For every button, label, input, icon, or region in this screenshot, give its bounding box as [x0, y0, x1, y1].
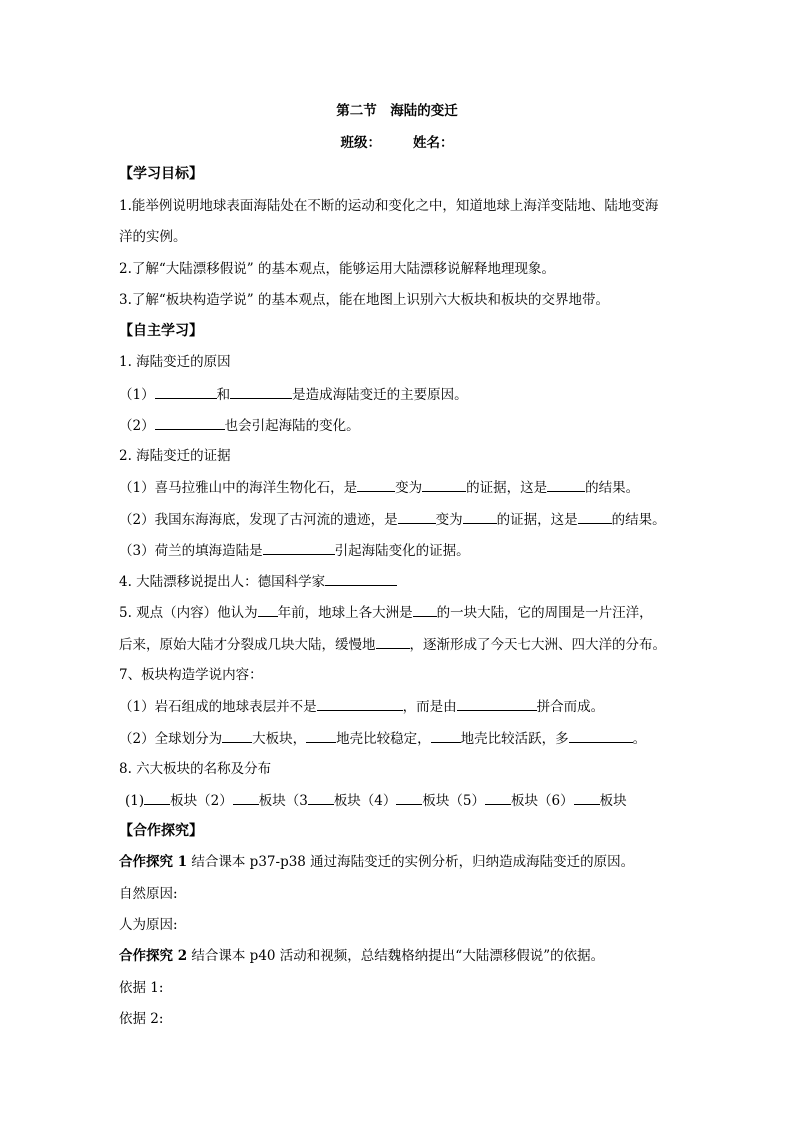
cooperation-2	[119, 947, 604, 965]
answer-blank[interactable]	[376, 635, 410, 649]
answer-blank[interactable]	[398, 510, 436, 524]
section-2-q1	[119, 478, 639, 497]
answer-blank[interactable]	[258, 603, 278, 617]
q-text: 的结果。	[611, 512, 666, 528]
cooperation-1	[119, 853, 634, 871]
answer-blank[interactable]	[357, 478, 395, 492]
q-prefix: （2）	[119, 418, 155, 434]
q-text: 也会引起海陆的变化。	[224, 418, 360, 434]
cooperation-2-text: 结合课本 p40 活动和视频，总结魏格纳提出“大陆漂移假说”的依据。	[191, 948, 605, 964]
section-8-plates	[125, 791, 627, 810]
answer-blank[interactable]	[230, 385, 292, 399]
q-text: （3）荷兰的填海造陆是	[119, 543, 263, 559]
answer-blank[interactable]	[485, 791, 511, 805]
q-text: 板块（5）	[422, 793, 485, 809]
goal-item-1: 1.能举例说明地球表面海陆处在不断的运动和变化之中，知道地球上海洋变陆地、陆地变海	[119, 198, 659, 214]
q-text: 板块	[599, 793, 627, 809]
q-text: 拼合而成。	[536, 699, 605, 715]
section-1-q2	[119, 416, 360, 435]
q-text: 的证据，这是	[466, 480, 548, 496]
q-text: 板块（2）	[170, 793, 233, 809]
answer-blank[interactable]	[155, 385, 217, 399]
class-label: 班级：	[340, 135, 381, 151]
q-text: 变为	[435, 512, 463, 528]
q-text: ，而是由	[402, 699, 457, 715]
goals-heading: 【学习目标】	[119, 166, 203, 182]
q-text: 大板块，	[252, 731, 307, 747]
q-text: (1)	[125, 793, 145, 809]
answer-blank[interactable]	[547, 478, 585, 492]
q-prefix: （1）	[119, 387, 155, 403]
q-text: 板块（6）	[511, 793, 574, 809]
q-text: 的证据，这是	[496, 512, 578, 528]
section-2-q2	[119, 510, 666, 529]
answer-blank[interactable]	[396, 791, 422, 805]
answer-blank[interactable]	[263, 541, 335, 555]
section-7-title: 7、板块构造学说内容：	[119, 667, 263, 683]
name-label: 姓名：	[413, 135, 454, 151]
section-7-q2	[119, 729, 646, 748]
section-7-q1	[119, 697, 604, 716]
q-text: （2）全球划分为	[119, 731, 223, 747]
natural-cause-label: 自然原因:	[119, 886, 178, 902]
q-text: 的结果。	[585, 480, 640, 496]
section-5-line-2	[119, 635, 666, 654]
goal-item-3: 3.了解“板块构造学说” 的基本观点，能在地图上识别六大板块和板块的交界地带。	[119, 292, 609, 308]
answer-blank[interactable]	[308, 791, 334, 805]
answer-blank[interactable]	[431, 729, 461, 743]
q-text: 板块（4）	[333, 793, 397, 809]
cooperation-heading: 【合作探究】	[119, 823, 203, 839]
section-1-q1	[119, 385, 468, 404]
answer-blank[interactable]	[317, 697, 403, 711]
answer-blank[interactable]	[222, 729, 252, 743]
cooperation-1-text: 结合课本 p37-p38 通过海陆变迁的实例分析，归纳造成海陆变迁的原因。	[191, 854, 635, 870]
section-2-q3	[119, 541, 470, 560]
q-text: 。	[632, 731, 647, 747]
answer-blank[interactable]	[413, 603, 437, 617]
q-text: 年前，地球上各大洲是	[277, 605, 413, 621]
answer-blank[interactable]	[155, 416, 225, 430]
q-text: （2）我国东海海底，发现了古河流的遗迹，是	[119, 512, 398, 528]
answer-blank[interactable]	[144, 791, 170, 805]
section-1-title: 1. 海陆变迁的原因	[119, 354, 231, 370]
q-text: 4. 大陆漂移说提出人：德国科学家	[119, 574, 326, 590]
q-text: （1）喜马拉雅山中的海洋生物化石，是	[119, 480, 358, 496]
answer-blank[interactable]	[325, 572, 397, 586]
q-text: ，逐渐形成了今天七大洲、四大洋的分布。	[409, 637, 666, 653]
q-text: 地壳比较稳定，	[336, 731, 431, 747]
q-text: 5. 观点（内容）他认为	[119, 605, 258, 621]
section-4	[119, 572, 397, 591]
q-text: 和	[216, 387, 231, 403]
q-text: 板块（3	[258, 793, 308, 809]
q-text: 地壳比较活跃，多	[460, 731, 569, 747]
answer-blank[interactable]	[569, 729, 633, 743]
answer-blank[interactable]	[422, 478, 466, 492]
student-info	[0, 134, 794, 152]
cooperation-2-label: 合作探究 2	[119, 948, 188, 964]
goal-item-1-cont: 洋的实例。	[119, 229, 187, 245]
q-text: 是造成海陆变迁的主要原因。	[292, 387, 468, 403]
section-2-title: 2. 海陆变迁的证据	[119, 448, 231, 464]
answer-blank[interactable]	[457, 697, 537, 711]
q-text: 变为	[395, 480, 423, 496]
section-8-title: 8. 六大板块的名称及分布	[119, 761, 272, 777]
q-text: （1）岩石组成的地球表层并不是	[119, 699, 317, 715]
q-text: 的一块大陆，它的周围是一片汪洋，	[436, 605, 653, 621]
q-text: 后来，原始大陆才分裂成几块大陆，缓慢地	[119, 637, 376, 653]
answer-blank[interactable]	[233, 791, 259, 805]
section-5-line-1	[119, 603, 653, 622]
answer-blank[interactable]	[578, 510, 612, 524]
page-title: 第二节 海陆的变迁	[336, 103, 458, 119]
cooperation-1-label: 合作探究 1	[119, 854, 188, 870]
self-study-heading: 【自主学习】	[119, 323, 203, 339]
basis-1-label: 依据 1:	[119, 980, 164, 996]
q-text: 引起海陆变化的证据。	[334, 543, 470, 559]
goal-item-2: 2.了解“大陆漂移假说” 的基本观点，能够运用大陆漂移说解释地理现象。	[119, 261, 555, 277]
basis-2-label: 依据 2:	[119, 1011, 164, 1027]
answer-blank[interactable]	[574, 791, 600, 805]
human-cause-label: 人为原因:	[119, 917, 178, 933]
answer-blank[interactable]	[463, 510, 497, 524]
answer-blank[interactable]	[306, 729, 336, 743]
